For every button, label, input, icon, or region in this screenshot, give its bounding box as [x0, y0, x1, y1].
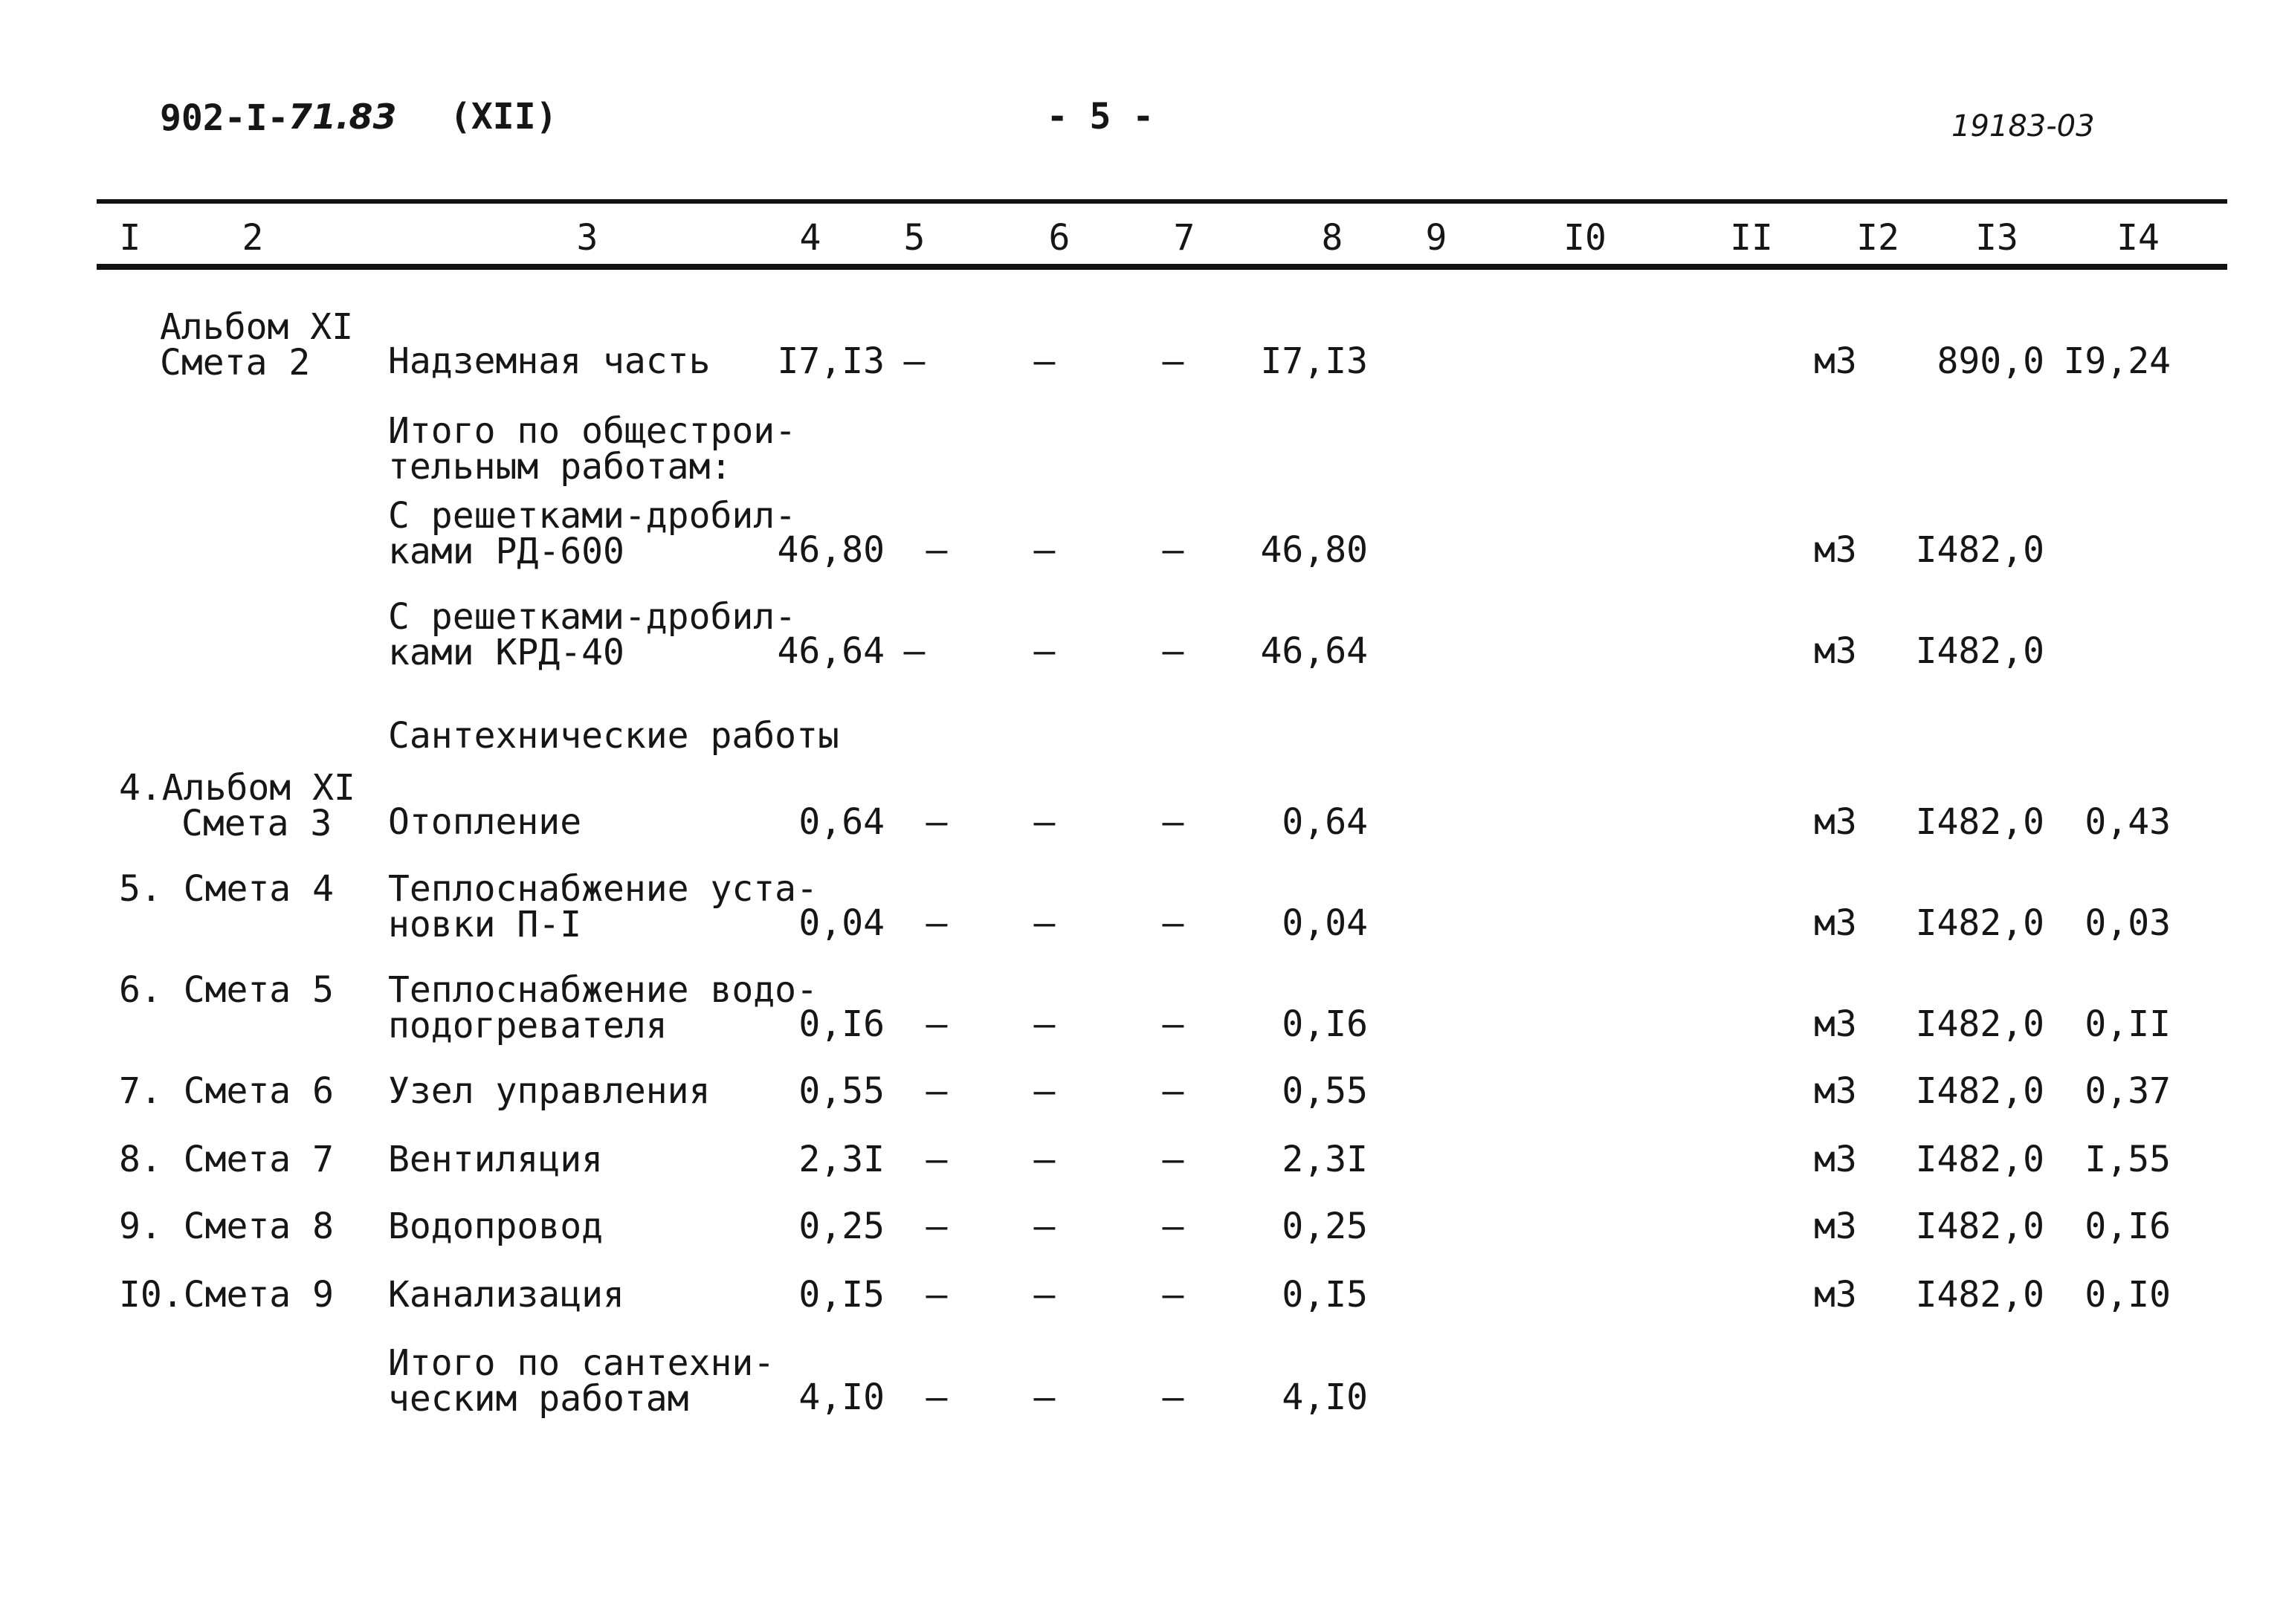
- cell-col4: 4,I0: [798, 1376, 885, 1418]
- cell-unit: м3: [1814, 1003, 1857, 1045]
- cell-col7: –: [1162, 1206, 1184, 1247]
- name-line-2: подогревателя: [388, 1005, 668, 1046]
- document-code-handwritten: 71.83: [288, 97, 397, 137]
- row-reference: 6. Смета 5: [119, 969, 334, 1011]
- cell-unit: м3: [1814, 902, 1857, 944]
- cell-col6: –: [1033, 801, 1056, 843]
- cell-col8: 4,I0: [1282, 1376, 1368, 1418]
- cell-col4: 0,25: [798, 1206, 885, 1247]
- name-line-1: С решетками-дробил-: [388, 596, 797, 638]
- cell-unit: м3: [1814, 1070, 1857, 1112]
- cell-col7: –: [1162, 1139, 1184, 1180]
- name-line-1: Итого по сантехни-: [388, 1342, 775, 1384]
- row-name: [388, 495, 797, 572]
- cell-col7: –: [1162, 1003, 1184, 1045]
- cell-col7: –: [1162, 801, 1184, 843]
- cell-unit: м3: [1814, 1139, 1857, 1180]
- cell-col6: –: [1033, 1376, 1056, 1418]
- column-header: II: [1730, 217, 1773, 259]
- cell-col4: I7,I3: [777, 340, 885, 382]
- cell-col7: –: [1162, 630, 1184, 672]
- cell-col7: –: [1162, 1070, 1184, 1112]
- table-header-rule: [97, 264, 2227, 270]
- cell-col5: –: [926, 801, 948, 843]
- column-header: I2: [1856, 217, 1899, 259]
- cell-col6: –: [1033, 1274, 1056, 1316]
- column-header: I: [119, 217, 141, 259]
- row-name: [388, 1342, 775, 1420]
- volume-number: (XII): [450, 96, 558, 138]
- cell-unit: м3: [1814, 340, 1857, 382]
- column-header: 5: [903, 217, 926, 259]
- row-name: Водопровод: [388, 1206, 603, 1247]
- ref-line-1: Альбом XI: [160, 306, 354, 348]
- cell-col8: 0,25: [1282, 1206, 1368, 1247]
- column-header: 7: [1173, 217, 1195, 259]
- cell-col8: 0,04: [1282, 902, 1368, 944]
- cell-col4: 2,3I: [798, 1139, 885, 1180]
- cell-unit: м3: [1814, 630, 1857, 672]
- name-line-2: ческим работам: [388, 1378, 689, 1420]
- archive-number: 19183-03: [1951, 109, 2095, 143]
- cell-col8: 0,I5: [1282, 1274, 1368, 1316]
- row-name: Узел управления: [388, 1070, 711, 1112]
- name-line-1: Итого по общестрои-: [388, 410, 797, 452]
- column-header: I0: [1563, 217, 1607, 259]
- row-name: Отопление: [388, 801, 582, 843]
- cell-col14: 0,I6: [2085, 1206, 2171, 1247]
- cell-col5: –: [926, 1274, 948, 1316]
- row-reference: [160, 306, 354, 384]
- column-header: I3: [1975, 217, 2018, 259]
- cell-col5: –: [926, 1206, 948, 1247]
- row-reference: 7. Смета 6: [119, 1070, 334, 1112]
- cell-quantity: I482,0: [1915, 1206, 2044, 1247]
- name-line-1: С решетками-дробил-: [388, 495, 797, 537]
- ref-line-2: Смета 2: [160, 342, 311, 384]
- cell-col4: 0,55: [798, 1070, 885, 1112]
- row-name: [388, 596, 797, 673]
- cell-quantity: I482,0: [1915, 1139, 2044, 1180]
- cell-col7: –: [1162, 1274, 1184, 1316]
- cell-col5: –: [926, 1003, 948, 1045]
- cell-col4: 0,04: [798, 902, 885, 944]
- cell-col5: –: [926, 1376, 948, 1418]
- column-header: 4: [799, 217, 821, 259]
- cell-col5: –: [926, 529, 948, 571]
- cell-col6: –: [1033, 529, 1056, 571]
- column-header: 2: [242, 217, 264, 259]
- cell-col6: –: [1033, 902, 1056, 944]
- cell-unit: м3: [1814, 801, 1857, 843]
- cell-col4: 46,64: [777, 630, 885, 672]
- cell-col8: 2,3I: [1282, 1139, 1368, 1180]
- cell-unit: м3: [1814, 1206, 1857, 1247]
- cell-col6: –: [1033, 1139, 1056, 1180]
- ref-line-1: 4.Альбом XI: [119, 767, 355, 809]
- name-line-1: Теплоснабжение водо-: [388, 969, 818, 1011]
- row-reference: 8. Смета 7: [119, 1139, 334, 1180]
- cell-quantity: I482,0: [1915, 801, 2044, 843]
- cell-quantity: I482,0: [1915, 1003, 2044, 1045]
- column-header: I4: [2116, 217, 2160, 259]
- cell-col14: I9,24: [2063, 340, 2171, 382]
- cell-quantity: I482,0: [1915, 902, 2044, 944]
- cell-col5: –: [926, 902, 948, 944]
- cell-col8: I7,I3: [1260, 340, 1368, 382]
- cell-col14: 0,I0: [2085, 1274, 2171, 1316]
- cell-quantity: I482,0: [1915, 529, 2044, 571]
- cell-col14: 0,43: [2085, 801, 2171, 843]
- ref-line-2: Смета 3: [181, 803, 332, 844]
- cell-col7: –: [1162, 1376, 1184, 1418]
- cell-quantity: 890,0: [1937, 340, 2044, 382]
- cell-col6: –: [1033, 1003, 1056, 1045]
- row-name: Надземная часть: [388, 340, 711, 382]
- row-reference: I0.Смета 9: [119, 1274, 334, 1316]
- cell-quantity: I482,0: [1915, 1070, 2044, 1112]
- cell-col6: –: [1033, 1070, 1056, 1112]
- cell-col14: I,55: [2085, 1139, 2171, 1180]
- name-line-1: Теплоснабжение уста-: [388, 868, 818, 910]
- name-line-2: новки П-I: [388, 904, 582, 945]
- cell-col5: –: [926, 1139, 948, 1180]
- cell-col14: 0,II: [2085, 1003, 2171, 1045]
- cell-col5: –: [926, 1070, 948, 1112]
- cell-col4: 46,80: [777, 529, 885, 571]
- cell-col4: 0,I6: [798, 1003, 885, 1045]
- row-reference: [119, 767, 355, 844]
- row-name: Канализация: [388, 1274, 624, 1316]
- cell-col8: 0,I6: [1282, 1003, 1368, 1045]
- cell-col7: –: [1162, 529, 1184, 571]
- cell-col5: –: [903, 630, 926, 672]
- cell-unit: м3: [1814, 1274, 1857, 1316]
- section-heading: Сантехнические работы: [388, 715, 839, 757]
- cell-unit: м3: [1814, 529, 1857, 571]
- cell-col8: 46,80: [1260, 529, 1368, 571]
- cell-col6: –: [1033, 1206, 1056, 1247]
- column-header: 3: [576, 217, 598, 259]
- table-top-rule: [97, 199, 2227, 204]
- cell-col5: –: [903, 340, 926, 382]
- page-number: - 5 -: [1046, 96, 1155, 138]
- row-reference: 9. Смета 8: [119, 1206, 334, 1247]
- column-header: 8: [1321, 217, 1343, 259]
- cell-col4: 0,I5: [798, 1274, 885, 1316]
- name-line-2: тельным работам:: [388, 446, 732, 488]
- name-line-2: ками КРД-40: [388, 632, 624, 673]
- cell-col14: 0,03: [2085, 902, 2171, 944]
- cell-col6: –: [1033, 630, 1056, 672]
- cell-col8: 0,55: [1282, 1070, 1368, 1112]
- cell-col8: 46,64: [1260, 630, 1368, 672]
- name-line-2: ками РД-600: [388, 531, 624, 572]
- row-name: Вентиляция: [388, 1139, 603, 1180]
- column-header: 9: [1425, 217, 1447, 259]
- document-code: 902-I-: [160, 97, 289, 139]
- cell-quantity: I482,0: [1915, 1274, 2044, 1316]
- row-reference: 5. Смета 4: [119, 868, 334, 910]
- cell-col8: 0,64: [1282, 801, 1368, 843]
- cell-col6: –: [1033, 340, 1056, 382]
- cell-col4: 0,64: [798, 801, 885, 843]
- row-name: [388, 410, 797, 488]
- cell-quantity: I482,0: [1915, 630, 2044, 672]
- cell-col7: –: [1162, 902, 1184, 944]
- column-header: 6: [1048, 217, 1071, 259]
- cell-col14: 0,37: [2085, 1070, 2171, 1112]
- cell-col7: –: [1162, 340, 1184, 382]
